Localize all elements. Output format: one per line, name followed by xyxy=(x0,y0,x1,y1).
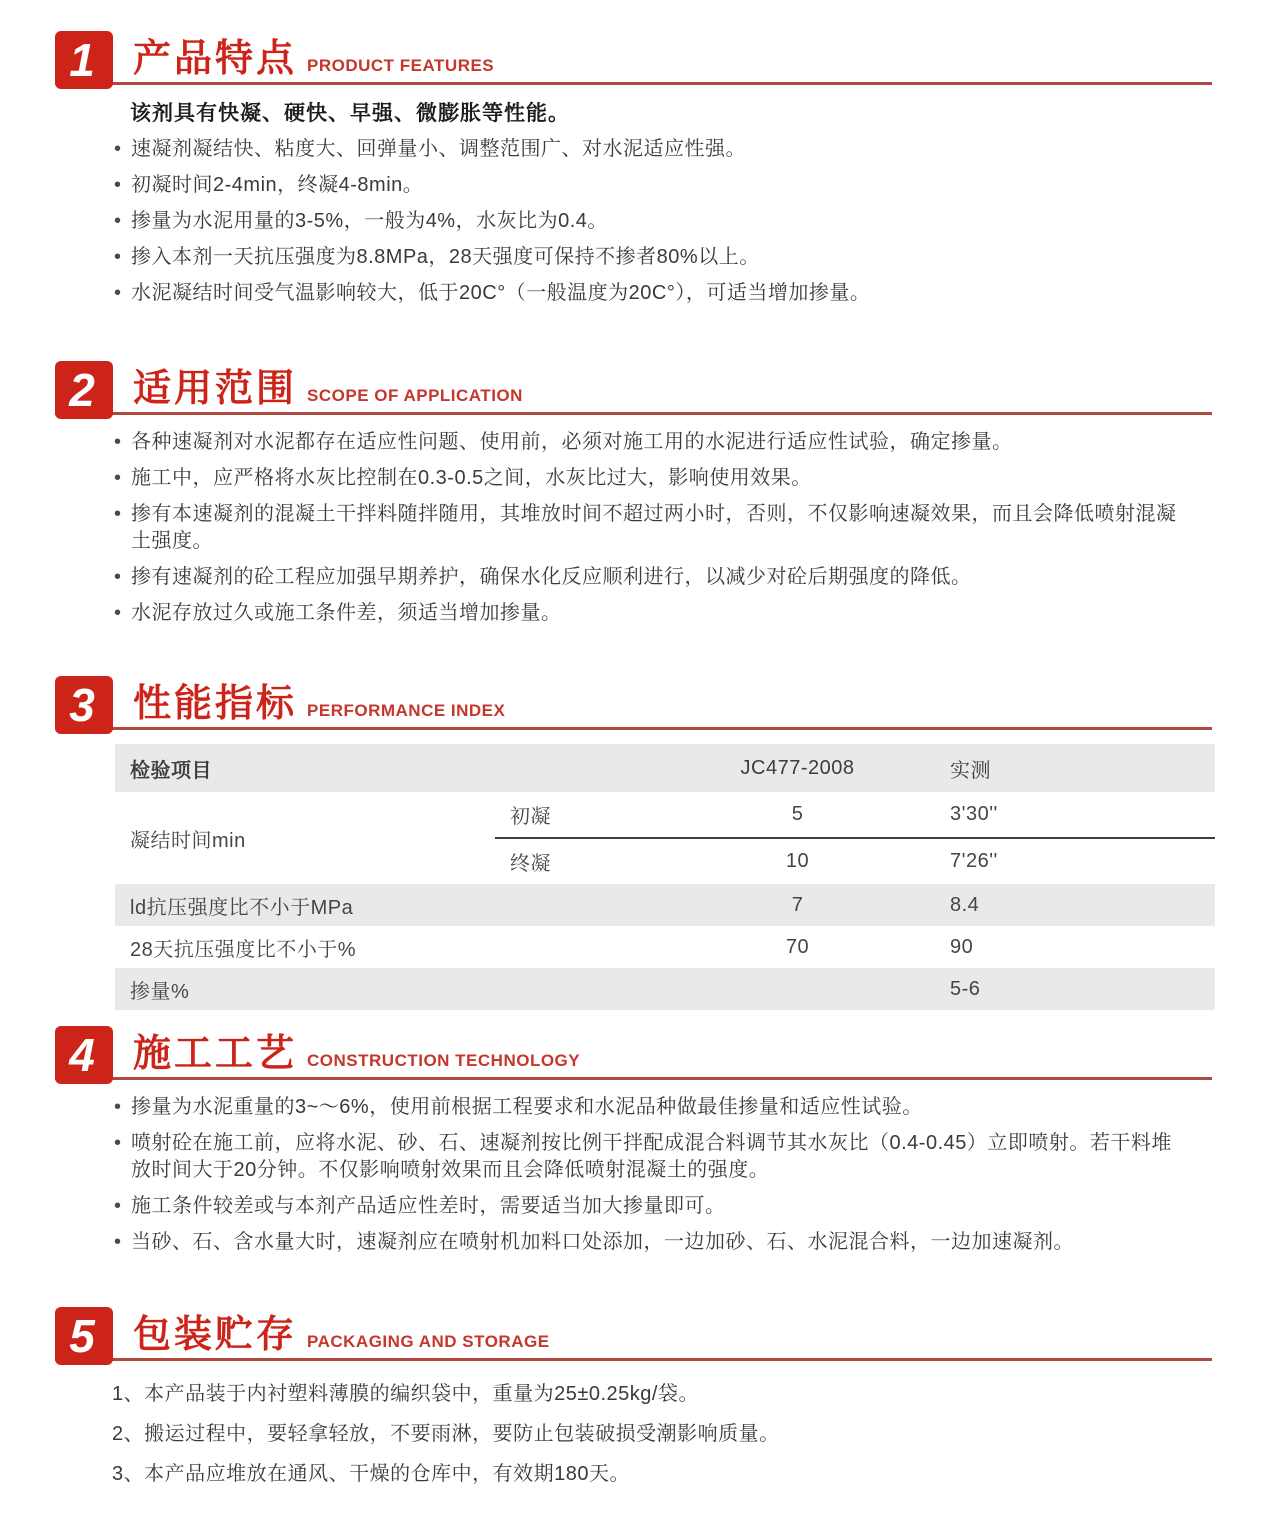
section-4-body xyxy=(112,1094,1190,1256)
section-2-body xyxy=(112,429,1190,627)
section-2-title-en: SCOPE OF APPLICATION xyxy=(307,386,523,405)
cell-measured-value: 7'26'' xyxy=(935,838,1215,884)
bullet-item: • 喷射砼在施工前，应将水泥、砂、石、速凝剂按比例干拌配成混合料调节其水灰比（0.4-0.45）立即喷射。若干料堆放时间大于20分钟。不仅影响喷射效果而且会降低喷射混凝土的强度。 xyxy=(112,1130,1190,1184)
cell-measured-value: 8.4 xyxy=(935,884,1215,926)
cell-standard-value: 7 xyxy=(645,884,935,926)
bullet-item: • 掺有本速凝剂的混凝土干拌料随拌随用，其堆放时间不超过两小时，否则，不仅影响速凝效果，而且会降低喷射混凝土强度。 xyxy=(112,501,1190,555)
numbered-item: 1、本产品装于内衬塑料薄膜的编织袋中，重量为25±0.25kg/袋。 xyxy=(112,1383,699,1405)
section-number: 2 xyxy=(69,364,95,416)
cell-row-label: ld抗压强度比不小于MPa xyxy=(115,884,645,926)
bullet-item: • 水泥凝结时间受气温影响较大，低于20C°（一般温度为20C°），可适当增加掺量。 xyxy=(112,280,1190,307)
bullet-item: • 施工中，应严格将水灰比控制在0.3-0.5之间，水灰比过大，影响使用效果。 xyxy=(112,465,1190,492)
cell-setting-time-label: 凝结时间min xyxy=(115,792,495,884)
section-1-intro: 该剂具有快凝、硬快、早强、微膨胀等性能。 xyxy=(130,102,570,125)
bullet-item: • 初凝时间2-4min，终凝4-8min。 xyxy=(112,172,1190,199)
section-4-header xyxy=(55,1020,1212,1080)
cell-standard-value: 70 xyxy=(645,926,935,968)
bullet-item: • 施工条件较差或与本剂产品适应性差时，需要适当加大掺量即可。 xyxy=(112,1193,1190,1220)
cell-sub-label: 初凝 xyxy=(495,792,645,838)
section-2-bullet-list xyxy=(112,429,1190,627)
bullet-item: • 掺有速凝剂的砼工程应加强早期养护，确保水化反应顺利进行，以减少对砼后期强度的降低。 xyxy=(112,564,1190,591)
section-2-header xyxy=(55,355,1212,415)
col-header-measured: 实测 xyxy=(935,744,1215,792)
section-5-body xyxy=(112,1381,1190,1488)
bullet-item: • 水泥存放过久或施工条件差，须适当增加掺量。 xyxy=(112,600,1190,627)
section-1-body xyxy=(112,97,1190,307)
cell-measured-value: 90 xyxy=(935,926,1215,968)
section-1-title-zh: 产品特点 xyxy=(133,38,298,80)
section-2-number-badge xyxy=(55,361,113,419)
col-header-empty xyxy=(495,744,645,792)
section-4-number-badge xyxy=(55,1026,113,1084)
section-4-title-en: CONSTRUCTION TECHNOLOGY xyxy=(307,1051,581,1070)
bullet-item: • 掺量为水泥重量的3~～6%，使用前根据工程要求和水泥品种做最佳掺量和适应性试验。 xyxy=(112,1094,1190,1121)
section-3-title-zh: 性能指标 xyxy=(133,683,298,725)
bullet-item: • 各种速凝剂对水泥都存在适应性问题、使用前，必须对施工用的水泥进行适应性试验，确定掺量。 xyxy=(112,429,1190,456)
col-header-standard: JC477-2008 xyxy=(645,744,935,792)
cell-standard-value xyxy=(645,968,935,1010)
section-1-number-badge xyxy=(55,31,113,89)
section-3-title-en: PERFORMANCE INDEX xyxy=(307,701,506,720)
table-row-1d-strength xyxy=(115,884,1215,926)
section-5-item-list xyxy=(112,1381,1190,1488)
section-3-header xyxy=(55,670,1212,730)
performance-index-table xyxy=(115,744,1215,1010)
section-number: 5 xyxy=(69,1310,95,1362)
table-row-initial-setting xyxy=(115,792,1215,838)
section-5-title-en: PACKAGING AND STORAGE xyxy=(307,1332,550,1351)
bullet-item: • 掺入本剂一天抗压强度为8.8MPa，28天强度可保持不掺者80%以上。 xyxy=(112,244,1190,271)
section-5-header xyxy=(55,1301,1212,1361)
bullet-item: • 当砂、石、含水量大时，速凝剂应在喷射机加料口处添加，一边加砂、石、水泥混合料，一边加速凝剂。 xyxy=(112,1229,1190,1256)
section-number: 1 xyxy=(69,34,95,86)
section-4-bullet-list xyxy=(112,1094,1190,1256)
col-header-item: 检验项目 xyxy=(115,744,495,792)
cell-row-label: 28天抗压强度比不小于% xyxy=(115,926,645,968)
section-1-title-en: PRODUCT FEATURES xyxy=(307,56,495,75)
section-number: 4 xyxy=(69,1029,95,1081)
section-1-header xyxy=(55,25,1212,85)
section-number: 3 xyxy=(69,679,95,731)
section-5-title-zh: 包装贮存 xyxy=(133,1314,298,1356)
numbered-item: 3、本产品应堆放在通风、干燥的仓库中，有效期180天。 xyxy=(112,1463,630,1485)
table-header-row xyxy=(115,744,1215,792)
section-1-bullet-list xyxy=(112,136,1190,307)
table-row-28d-strength xyxy=(115,926,1215,968)
section-5-number-badge xyxy=(55,1307,113,1365)
numbered-item: 2、搬运过程中，要轻拿轻放，不要雨淋，要防止包装破损受潮影响质量。 xyxy=(112,1423,780,1445)
cell-sub-label: 终凝 xyxy=(495,838,645,884)
table-row-dosage xyxy=(115,968,1215,1010)
bullet-item: • 速凝剂凝结快、粘度大、回弹量小、调整范围广、对水泥适应性强。 xyxy=(112,136,1190,163)
section-2-title-zh: 适用范围 xyxy=(133,368,298,410)
bullet-item: • 掺量为水泥用量的3-5%，一般为4%，水灰比为0.4。 xyxy=(112,208,1190,235)
section-3-number-badge xyxy=(55,676,113,734)
cell-measured-value: 5-6 xyxy=(935,968,1215,1010)
cell-row-label: 掺量% xyxy=(115,968,645,1010)
section-4-title-zh: 施工工艺 xyxy=(133,1033,298,1075)
cell-standard-value: 5 xyxy=(645,792,935,838)
cell-measured-value: 3'30'' xyxy=(935,792,1215,838)
cell-standard-value: 10 xyxy=(645,838,935,884)
